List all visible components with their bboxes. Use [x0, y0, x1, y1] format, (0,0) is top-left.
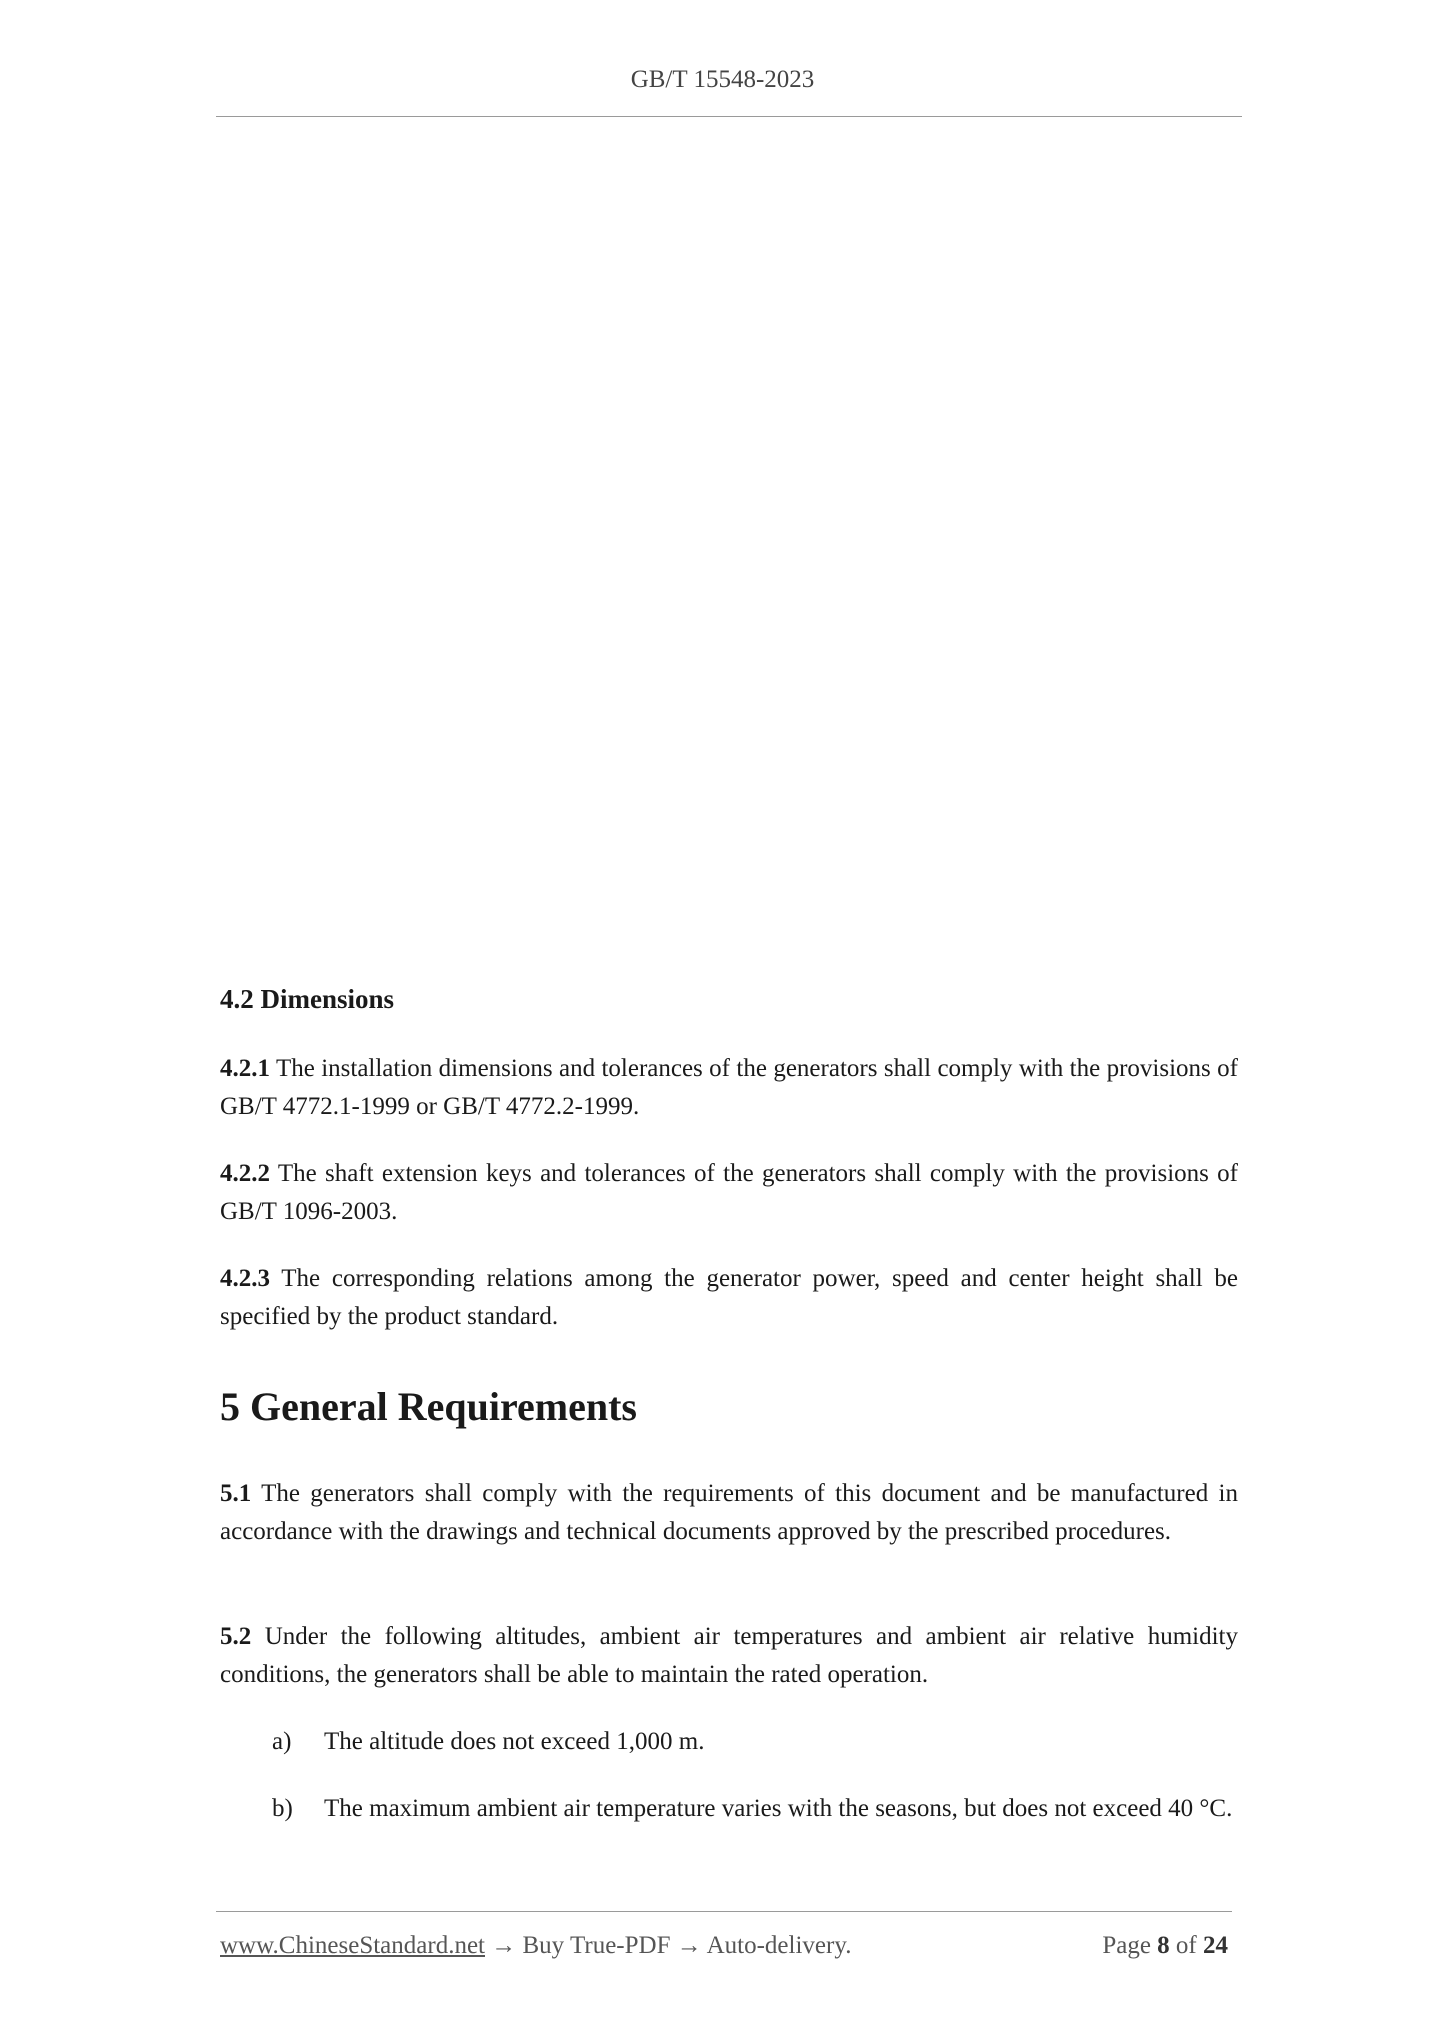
clause-5-1 — [220, 1475, 1238, 1551]
page-total: 24 — [1203, 1932, 1228, 1959]
footer-tagline: → Buy True-PDF → Auto-delivery. — [485, 1932, 852, 1959]
clause-4-2-3 — [220, 1260, 1238, 1336]
footer-promo — [220, 1932, 851, 1960]
clause-text: The corresponding relations among the generator power, speed and center height shall be specified by the product standard. — [220, 1265, 1238, 1330]
document-id-header: GB/T 15548-2023 — [630, 66, 815, 93]
clause-text: The installation dimensions and tolerances of the generators shall comply with the provisions of GB/T 4772.1-1999 or GB/T 4772.2-1999. — [220, 1055, 1238, 1120]
clause-number: 4.2.2 — [220, 1160, 270, 1187]
clause-5-2 — [220, 1618, 1238, 1694]
clause-number: 4.2.3 — [220, 1265, 270, 1292]
clause-text: The shaft extension keys and tolerances of the generators shall comply with the provisions of GB/T 1096-2003. — [220, 1160, 1238, 1225]
footer-divider — [216, 1911, 1232, 1912]
page-indicator — [1102, 1932, 1228, 1960]
page-current: 8 — [1157, 1932, 1170, 1959]
clause-4-2-1 — [220, 1050, 1238, 1126]
clause-text: Under the following altitudes, ambient air temperatures and ambient air relative humidity conditions, the generators shall be able to maintain the rated operation. — [220, 1623, 1238, 1688]
list-text: The maximum ambient air temperature varies with the seasons, but does not exceed 40 °C. — [324, 1795, 1233, 1822]
section-heading-5: 5 General Requirements — [220, 1384, 637, 1429]
clause-number: 5.2 — [220, 1623, 252, 1650]
list-marker: b) — [272, 1795, 293, 1822]
clause-number: 5.1 — [220, 1480, 252, 1507]
section-heading-4-2: 4.2 Dimensions — [220, 984, 395, 1014]
header-divider — [216, 116, 1242, 117]
list-text: The altitude does not exceed 1,000 m. — [324, 1728, 705, 1755]
page-of: of — [1175, 1932, 1197, 1959]
clause-number: 4.2.1 — [220, 1055, 270, 1082]
list-marker: a) — [272, 1728, 292, 1755]
clause-text: The generators shall comply with the requirements of this document and be manufactured in accordance with the drawings and technical documents approved by the prescribed procedures. — [220, 1480, 1238, 1545]
clause-4-2-2 — [220, 1155, 1238, 1231]
site-link[interactable]: www.ChineseStandard.net — [220, 1932, 485, 1959]
page-label: Page — [1102, 1932, 1151, 1959]
